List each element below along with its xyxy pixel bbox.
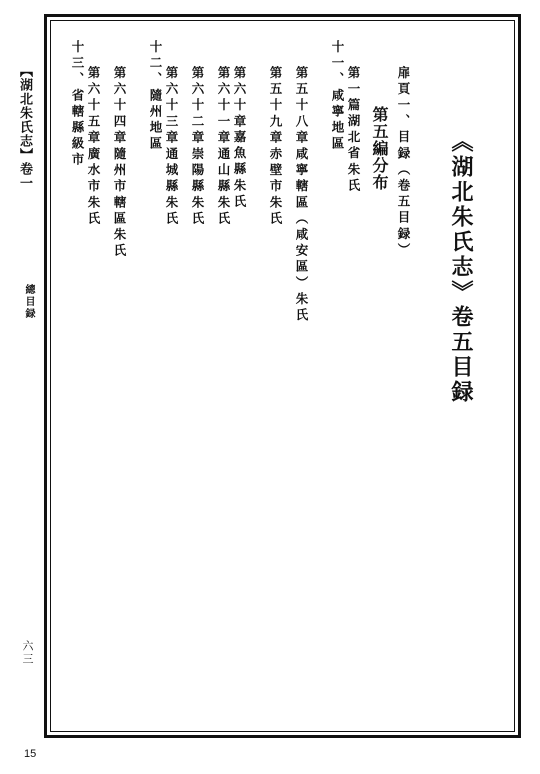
toc-part-heading: 第五編分布 (370, 106, 389, 191)
toc-entry-59: 第五十九章赤壁市朱氏 (268, 66, 283, 227)
toc-entry-65: 第六十五章廣水市朱氏 (86, 66, 101, 227)
margin-book-title: 【湖北朱氏志】卷一 (17, 64, 32, 190)
toc-entry-frontispiece: 扉頁一、目録（卷五目録） (396, 66, 411, 260)
margin-page-number: 六三 (21, 640, 34, 666)
volume-title: 卷五目録 (448, 305, 474, 405)
margin-section-label: 總目録 (23, 284, 34, 320)
toc-region-provincial-cities: 十三、省轄縣級市 (70, 40, 85, 169)
toc-entry-61: 第六十一章通山縣朱氏 (216, 66, 231, 227)
toc-chapter-heading: 第一篇湖北省朱氏 (346, 66, 361, 195)
toc-entry-60: 第六十章嘉魚縣朱氏 (232, 66, 247, 211)
book-title: 《湖北朱氏志》 (448, 130, 474, 305)
toc-entry-63: 第六十三章通城縣朱氏 (164, 66, 179, 227)
toc-entry-58: 第五十八章咸寧轄區（咸安區）朱氏 (294, 66, 309, 324)
toc-entry-64: 第六十四章隨州市轄區朱氏 (112, 66, 127, 260)
toc-entry-62: 第六十二章崇陽縣朱氏 (190, 66, 205, 227)
page-number: 15 (24, 748, 37, 760)
toc-region-xianning: 十一、咸寧地區 (330, 40, 345, 153)
main-title (450, 130, 508, 405)
toc-region-suizhou: 十二、隨州地區 (148, 40, 163, 153)
